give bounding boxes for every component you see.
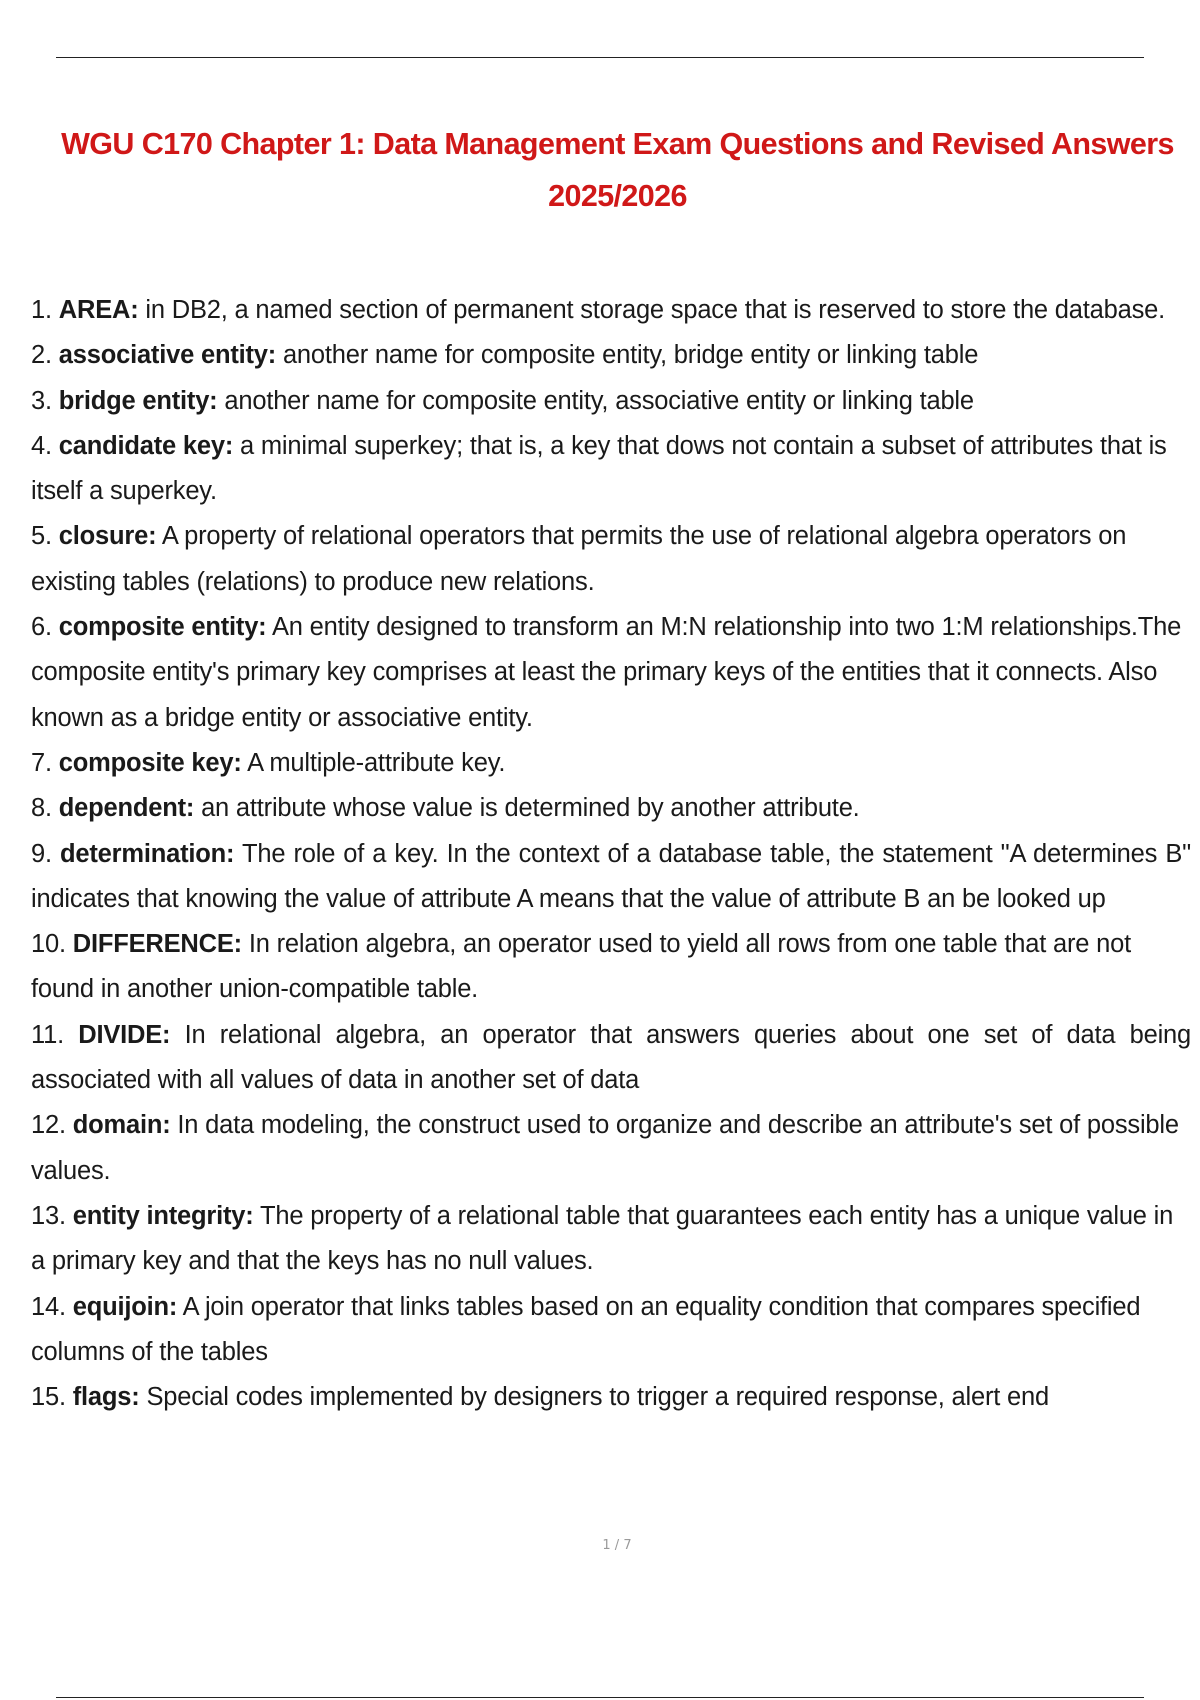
entry-definition: a minimal superkey; that is, a key that dows not contain a subset of attributes that is itself a superkey.	[31, 431, 1167, 506]
glossary-entry	[31, 333, 1191, 378]
entry-term: candidate key:	[58, 431, 234, 460]
glossary-entry	[31, 514, 1191, 605]
entry-term: dependent:	[58, 794, 195, 823]
entry-definition: In data modeling, the construct used to organize and describe an attribute's set of possible values.	[31, 1111, 1179, 1185]
entry-term: flags:	[72, 1383, 140, 1412]
entry-definition: A multiple-attribute key.	[247, 748, 506, 777]
entry-number: 11.	[31, 1020, 64, 1049]
glossary-entry	[31, 1013, 1191, 1104]
entry-term: composite entity:	[58, 613, 267, 642]
glossary-entry	[31, 832, 1191, 923]
entry-definition: an attribute whose value is determined by another attribute.	[201, 794, 860, 823]
entry-term: associative entity:	[58, 341, 277, 370]
entry-number: 14.	[31, 1292, 66, 1321]
entry-number: 9.	[31, 839, 52, 868]
entry-term: equijoin:	[72, 1292, 178, 1321]
glossary-entry	[31, 424, 1191, 515]
entry-definition: in DB2, a named section of permanent storage space that is reserved to store the database.	[145, 296, 1166, 324]
entry-term: entity integrity:	[72, 1201, 254, 1230]
entry-number: 12.	[31, 1111, 66, 1140]
entry-number: 4.	[31, 431, 52, 460]
entry-definition: The role of a key. In the context of a database table, the statement "A determines B" indicates that knowing the value of attribute A means that the value of attribute B an be looked up	[31, 839, 1191, 913]
glossary-entry	[31, 1375, 1191, 1420]
entry-term: DIVIDE:	[78, 1020, 171, 1049]
glossary-entry	[31, 786, 1191, 831]
entry-number: 2.	[31, 341, 52, 370]
top-rule	[56, 57, 1144, 58]
glossary-entry	[31, 1285, 1191, 1376]
entry-term: composite key:	[58, 748, 242, 777]
entry-number: 13.	[31, 1201, 66, 1230]
glossary-list	[31, 288, 1191, 1420]
entry-definition: In relational algebra, an operator that answers queries about one set of data being associated with all values of data in another set of data	[31, 1020, 1191, 1095]
glossary-entry	[31, 1194, 1191, 1285]
entry-number: 8.	[31, 794, 52, 823]
entry-number: 6.	[31, 613, 52, 642]
entry-number: 10.	[31, 930, 66, 959]
document-title	[40, 118, 1195, 222]
glossary-entry	[31, 379, 1191, 424]
entry-definition: another name for composite entity, associative entity or linking table	[224, 386, 974, 415]
entry-term: AREA:	[58, 296, 139, 324]
entry-definition: A property of relational operators that permits the use of relational algebra operators on existing tables (relations) to produce new relations.	[31, 522, 1127, 596]
entry-definition: another name for composite entity, bridge entity or linking table	[282, 341, 979, 370]
entry-definition: An entity designed to transform an M:N relationship into two 1:M relationships.The composite entity's primary key comprises at least the primary keys of the entities that it connects. Also known as a bridge entity or associative entity.	[31, 613, 1182, 732]
glossary-entry	[31, 1103, 1191, 1194]
entry-number: 5.	[31, 522, 52, 551]
entry-number: 7.	[31, 748, 52, 777]
glossary-entry	[31, 922, 1191, 1013]
glossary-entry	[31, 288, 1191, 333]
entry-definition: Special codes implemented by designers to trigger a required response, alert end	[146, 1383, 1049, 1412]
bottom-rule	[56, 1697, 1144, 1698]
entry-number: 15.	[31, 1383, 66, 1412]
entry-term: determination:	[60, 839, 235, 868]
entry-term: bridge entity:	[58, 386, 218, 415]
title-line-2: 2025/2026	[548, 179, 687, 213]
glossary-entry	[31, 741, 1191, 786]
entry-definition: A join operator that links tables based on an equality condition that compares specified columns of the tables	[31, 1292, 1141, 1366]
entry-term: closure:	[58, 522, 157, 551]
entry-definition: The property of a relational table that guarantees each entity has a unique value in a primary key and that the keys has no null values.	[31, 1201, 1174, 1276]
entry-term: DIFFERENCE:	[72, 930, 242, 959]
entry-number: 1.	[31, 296, 52, 324]
entry-number: 3.	[31, 386, 52, 415]
entry-term: domain:	[72, 1111, 171, 1140]
page-number: 1 / 7	[602, 1538, 632, 1553]
entry-definition: In relation algebra, an operator used to yield all rows from one table that are not found in another union-compatible table.	[31, 930, 1131, 1004]
glossary-entry	[31, 605, 1191, 741]
title-line-1: WGU C170 Chapter 1: Data Management Exam Questions and Revised Answers	[61, 127, 1174, 161]
